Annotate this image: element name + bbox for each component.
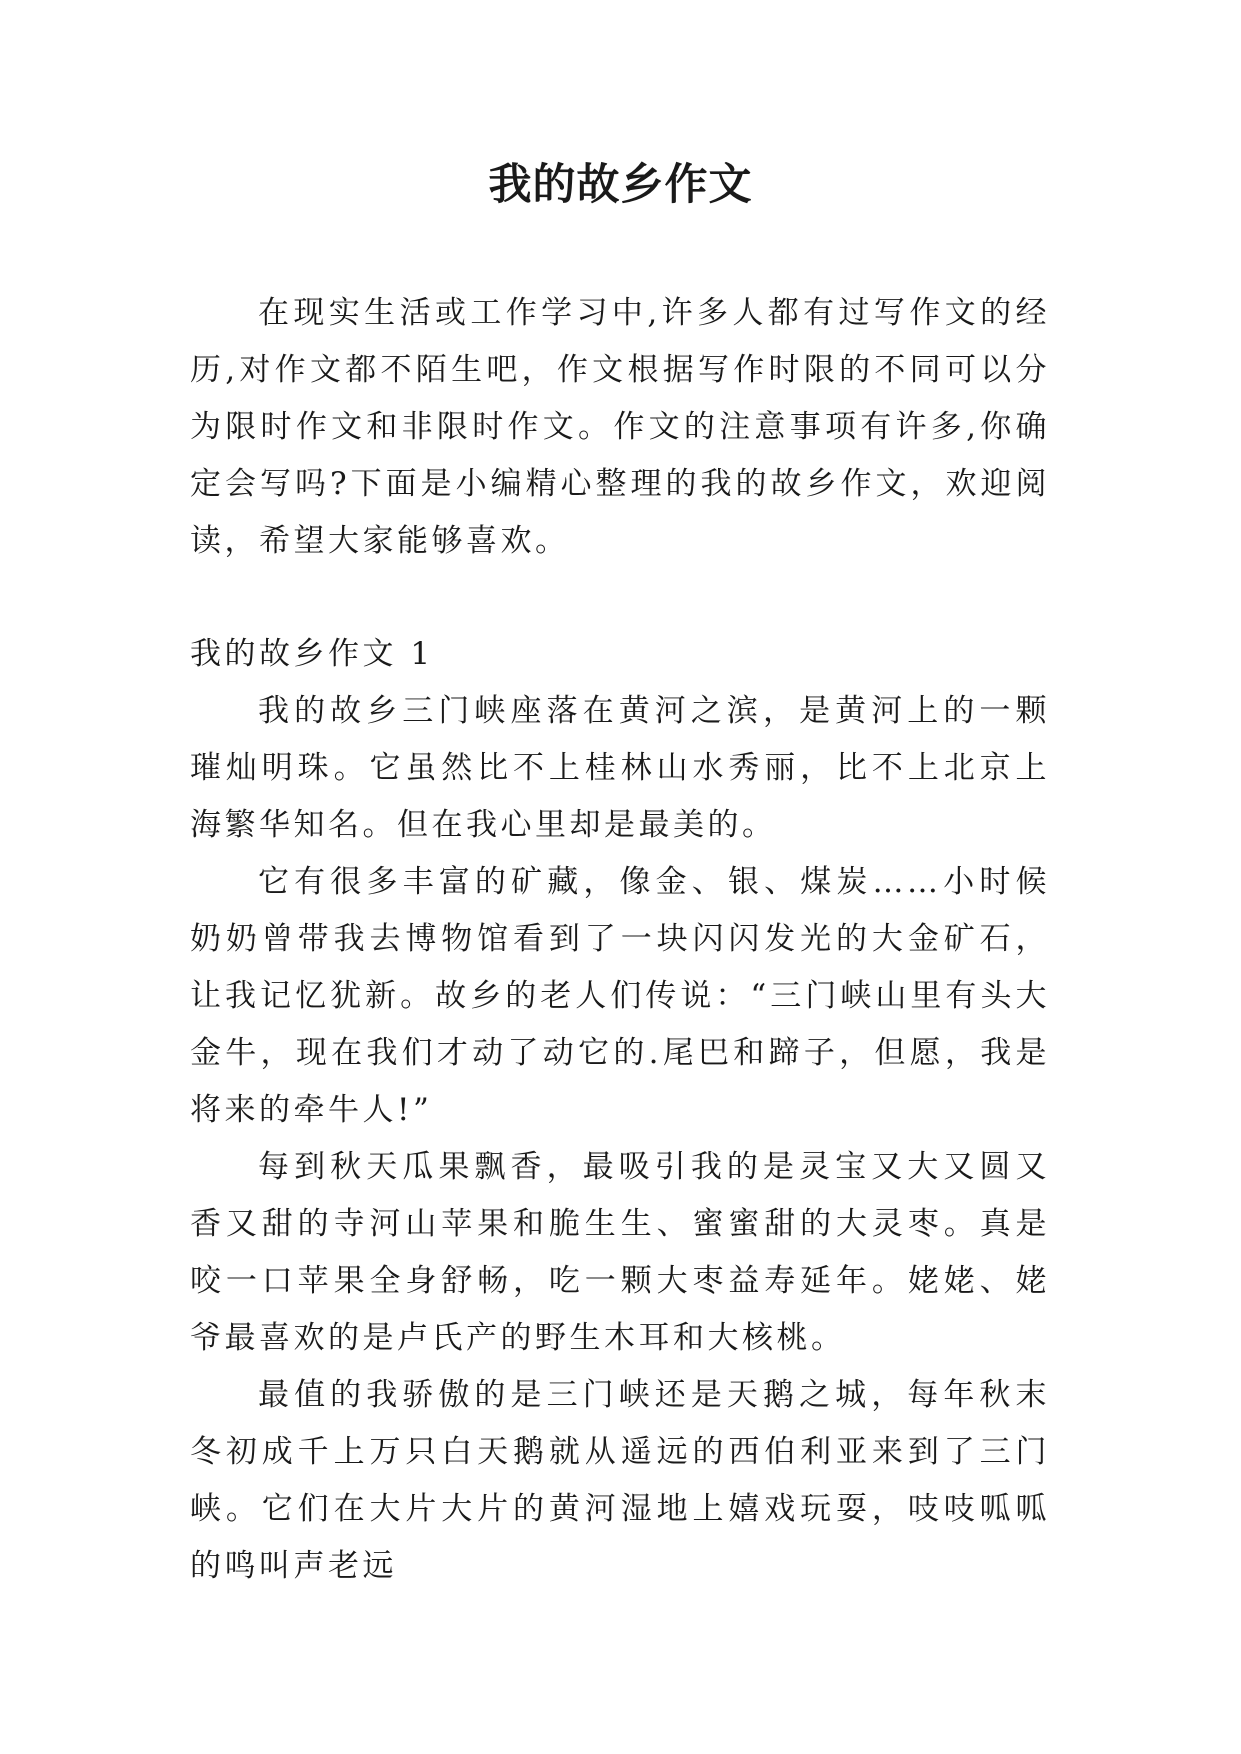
body-paragraph: 它有很多丰富的矿藏，像金、银、煤炭……小时候奶奶曾带我去博物馆看到了一块闪闪发光的大金矿石，让我记忆犹新。故乡的老人们传说：“三门峡山里有头大金牛，现在我们才动了动它的.尾巴和蹄子，但愿，我是将来的牵牛人!” (190, 864, 1050, 1128)
document-title: 我的故乡作文 (488, 160, 753, 210)
paragraph-spacer (190, 570, 1050, 626)
body-paragraph: 每到秋天瓜果飘香，最吸引我的是灵宝又大又圆又香又甜的寺河山苹果和脆生生、蜜蜜甜的大灵枣。真是咬一口苹果全身舒畅，吃一颗大枣益寿延年。姥姥、姥爷最喜欢的是卢氏产的野生木耳和大核桃。 (190, 1149, 1050, 1356)
body-paragraph: 最值的我骄傲的是三门峡还是天鹅之城，每年秋末冬初成千上万只白天鹅就从遥远的西伯利亚来到了三门峡。它们在大片大片的黄河湿地上嬉戏玩耍，吱吱呱呱的鸣叫声老远 (190, 1377, 1050, 1584)
intro-paragraph: 在现实生活或工作学习中,许多人都有过写作文的经历,对作文都不陌生吧，作文根据写作时限的不同可以分为限时作文和非限时作文。作文的注意事项有许多,你确定会写吗?下面是小编精心整理的我的故乡作文，欢迎阅读，希望大家能够喜欢。 (190, 295, 1050, 559)
section-heading: 我的故乡作文 1 (190, 636, 434, 672)
document-body (190, 285, 1050, 1595)
body-paragraph: 我的故乡三门峡座落在黄河之滨，是黄河上的一颗璀灿明珠。它虽然比不上桂林山水秀丽，比不上北京上海繁华知名。但在我心里却是最美的。 (190, 693, 1050, 843)
